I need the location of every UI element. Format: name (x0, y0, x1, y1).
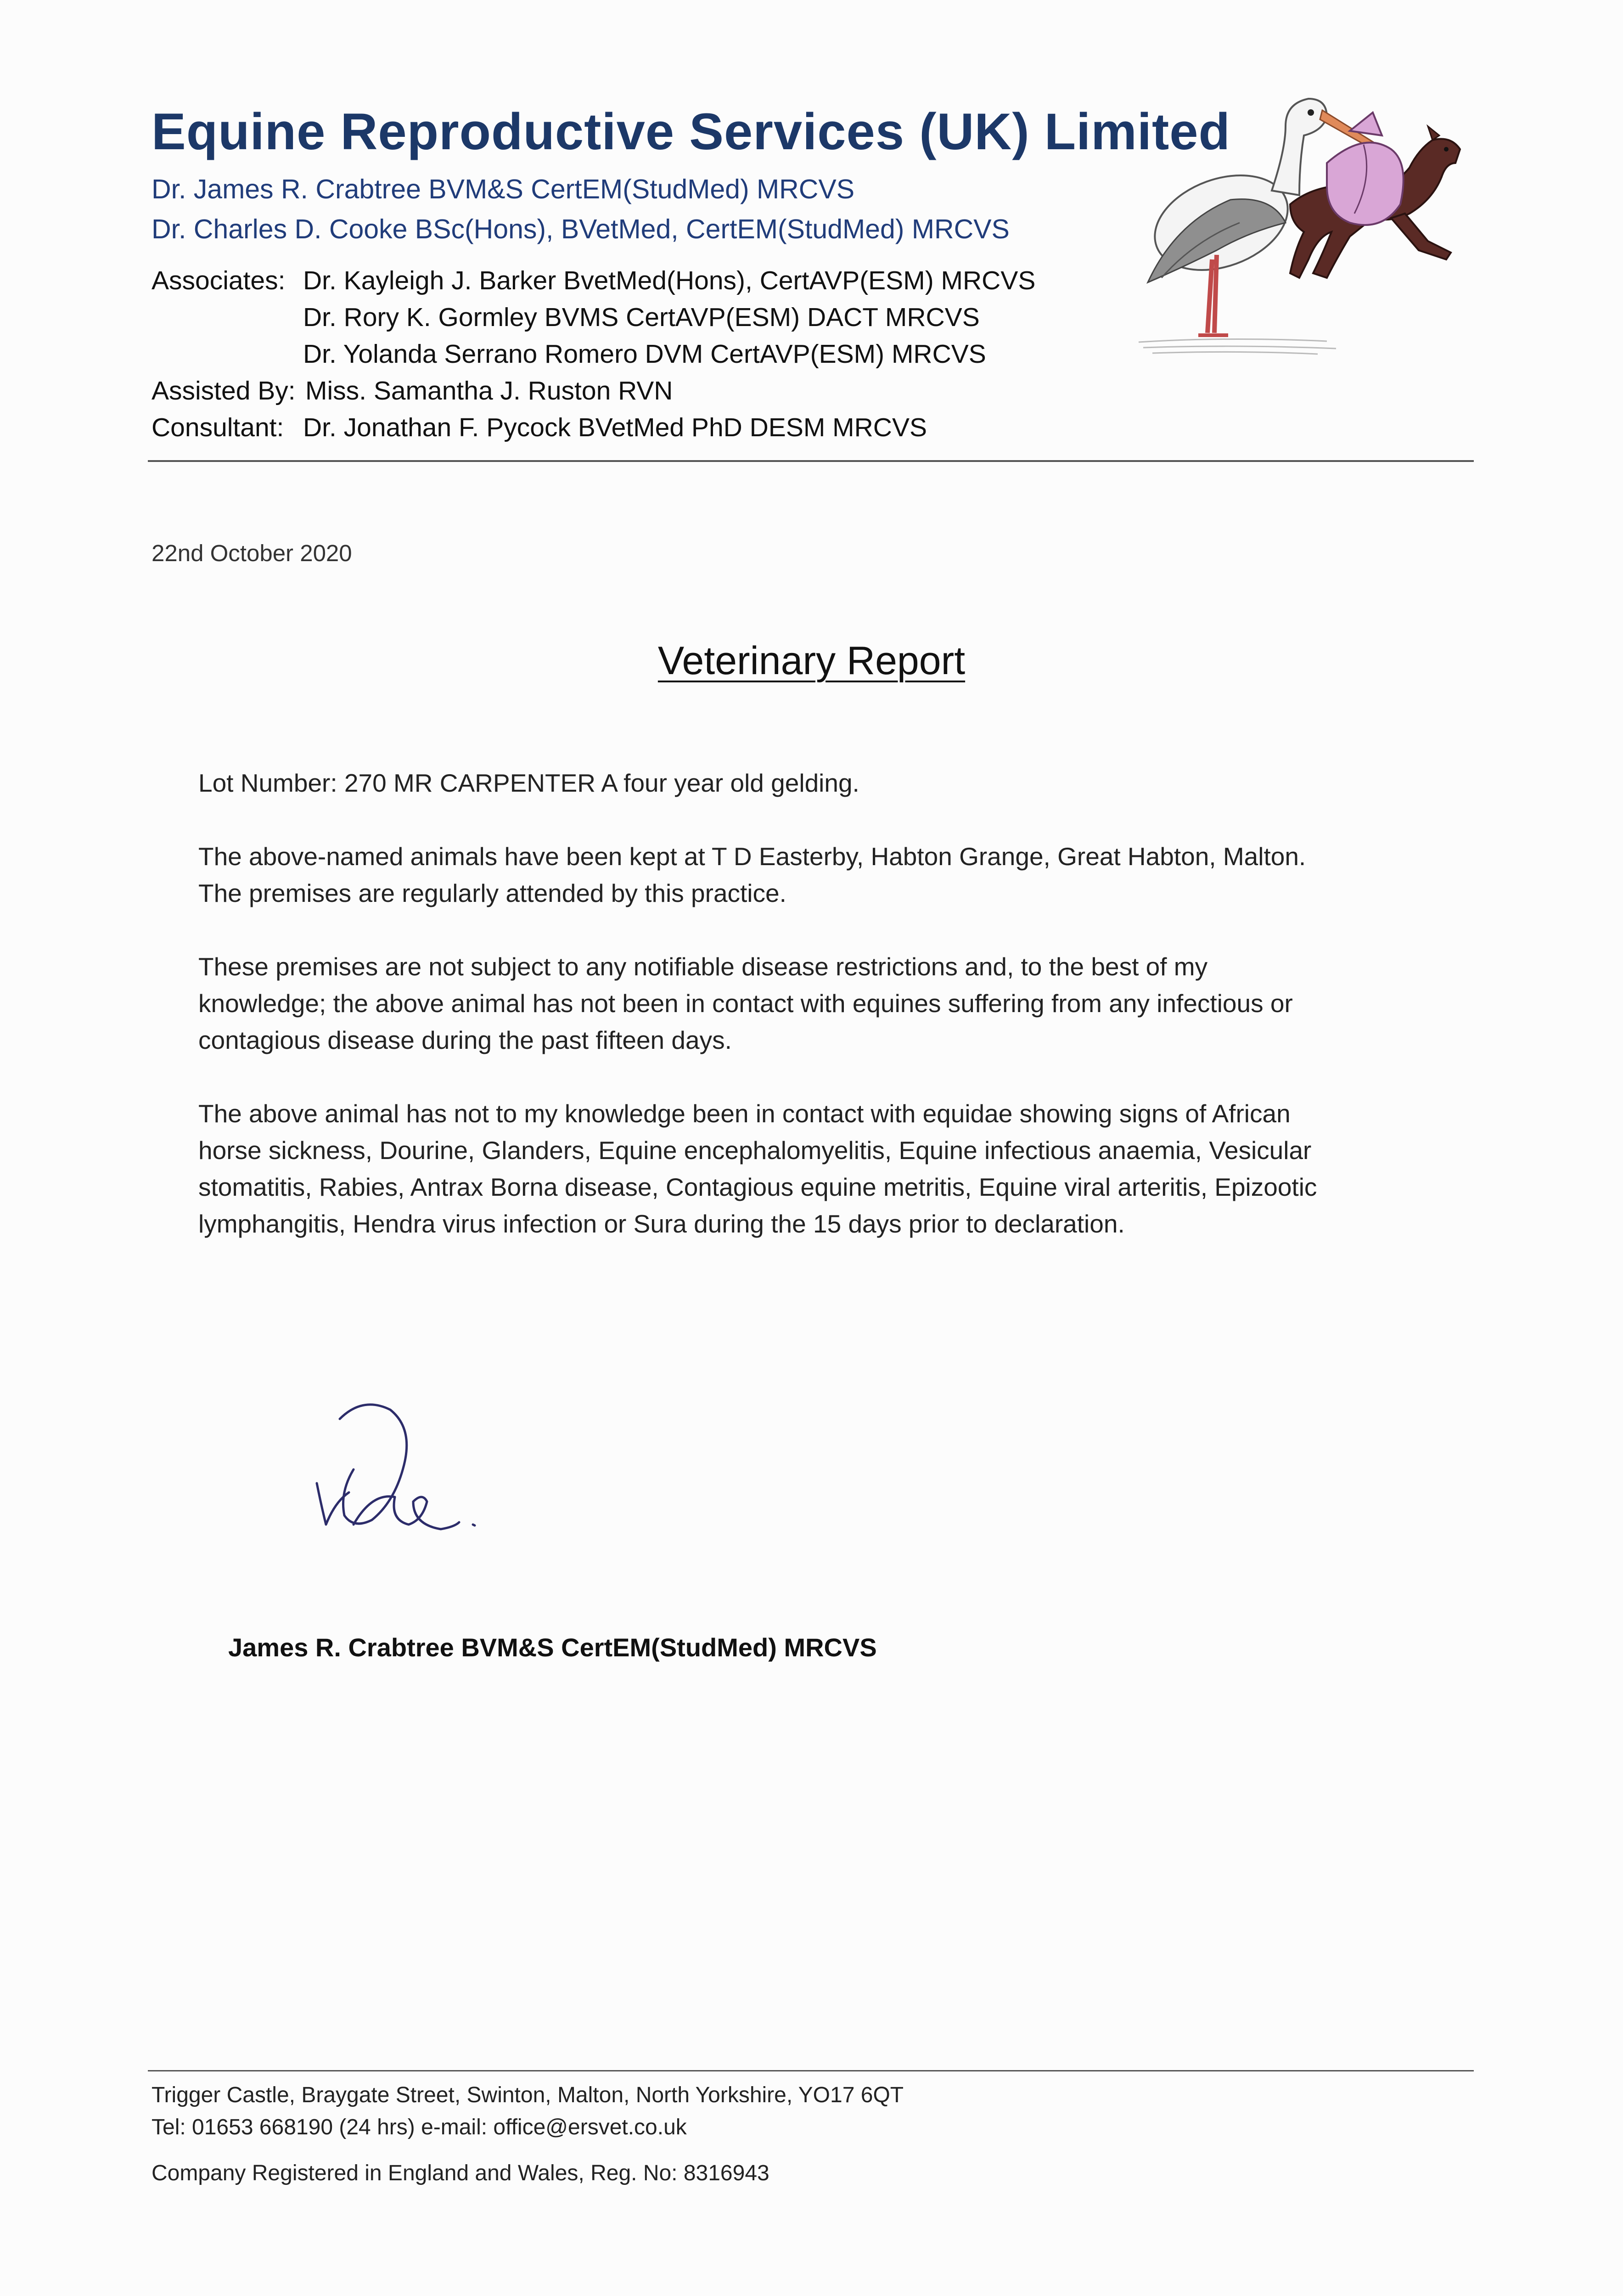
lot-line-text: Lot Number: 270 MR CARPENTER A four year old gelding. (198, 769, 859, 797)
handwritten-signature (303, 1387, 496, 1552)
letter-date: 22nd October 2020 (152, 540, 352, 566)
header-divider (148, 460, 1474, 462)
footer-divider (148, 2070, 1474, 2071)
consultant-name: Dr. Jonathan F. Pycock BVetMed PhD DESM MRCVS (303, 413, 927, 442)
report-title: Veterinary Report (657, 639, 966, 683)
company-name: Equine Reproductive Services (UK) Limited (152, 103, 1230, 160)
paragraph-line: The premises are regularly attended by this practice. (198, 879, 786, 907)
associate-3: Dr. Yolanda Serrano Romero DVM CertAVP(ESM) MRCVS (303, 339, 986, 369)
principal-vet-2: Dr. Charles D. Cooke BSc(Hons), BVetMed, CertEM(StudMed) MRCVS (152, 214, 1010, 244)
principal-vet-1: Dr. James R. Crabtree BVM&S CertEM(StudMed) MRCVS (152, 174, 855, 204)
associates-label: Associates: (152, 266, 286, 295)
lot-number-line (198, 765, 1438, 801)
paragraph-premises (198, 838, 1438, 912)
assisted-by-name: Miss. Samantha J. Ruston RVN (305, 376, 673, 405)
paragraph-line: stomatitis, Rabies, Antrax Borna disease, Contagious equine metritis, Equine viral arteritis, Epizootic (198, 1173, 1317, 1201)
associate-2: Dr. Rory K. Gormley BVMS CertAVP(ESM) DACT MRCVS (303, 303, 980, 332)
consultant-label: Consultant: (152, 413, 284, 442)
footer-contact: Tel: 01653 668190 (24 hrs) e-mail: office@ersvet.co.uk (152, 2115, 687, 2139)
stork-carrying-foal-logo (1134, 85, 1488, 360)
paragraph-line: horse sickness, Dourine, Glanders, Equine encephalomyelitis, Equine infectious anaemia, Vesicular (198, 1136, 1312, 1165)
paragraph-line: The above-named animals have been kept at T D Easterby, Habton Grange, Great Habton, Malton. (198, 842, 1306, 871)
paragraph-line: lymphangitis, Hendra virus infection or Sura during the 15 days prior to declaration. (198, 1210, 1125, 1238)
paragraph-line: The above animal has not to my knowledge been in contact with equidae showing signs of African (198, 1099, 1291, 1128)
paragraph-restrictions (198, 948, 1438, 1058)
footer-address: Trigger Castle, Braygate Street, Swinton, Malton, North Yorkshire, YO17 6QT (152, 2083, 904, 2107)
associate-1: Dr. Kayleigh J. Barker BvetMed(Hons), CertAVP(ESM) MRCVS (303, 266, 1036, 295)
signatory-name: James R. Crabtree BVM&S CertEM(StudMed) MRCVS (228, 1633, 877, 1662)
footer-registration: Company Registered in England and Wales, Reg. No: 8316943 (152, 2161, 769, 2185)
paragraph-diseases (198, 1095, 1438, 1242)
paragraph-line: knowledge; the above animal has not been in contact with equines suffering from any infectious or (198, 989, 1293, 1018)
paragraph-line: These premises are not subject to any notifiable disease restrictions and, to the best of my (198, 952, 1208, 981)
assisted-by-label: Assisted By: (152, 376, 296, 405)
paragraph-line: contagious disease during the past fifteen days. (198, 1026, 732, 1054)
